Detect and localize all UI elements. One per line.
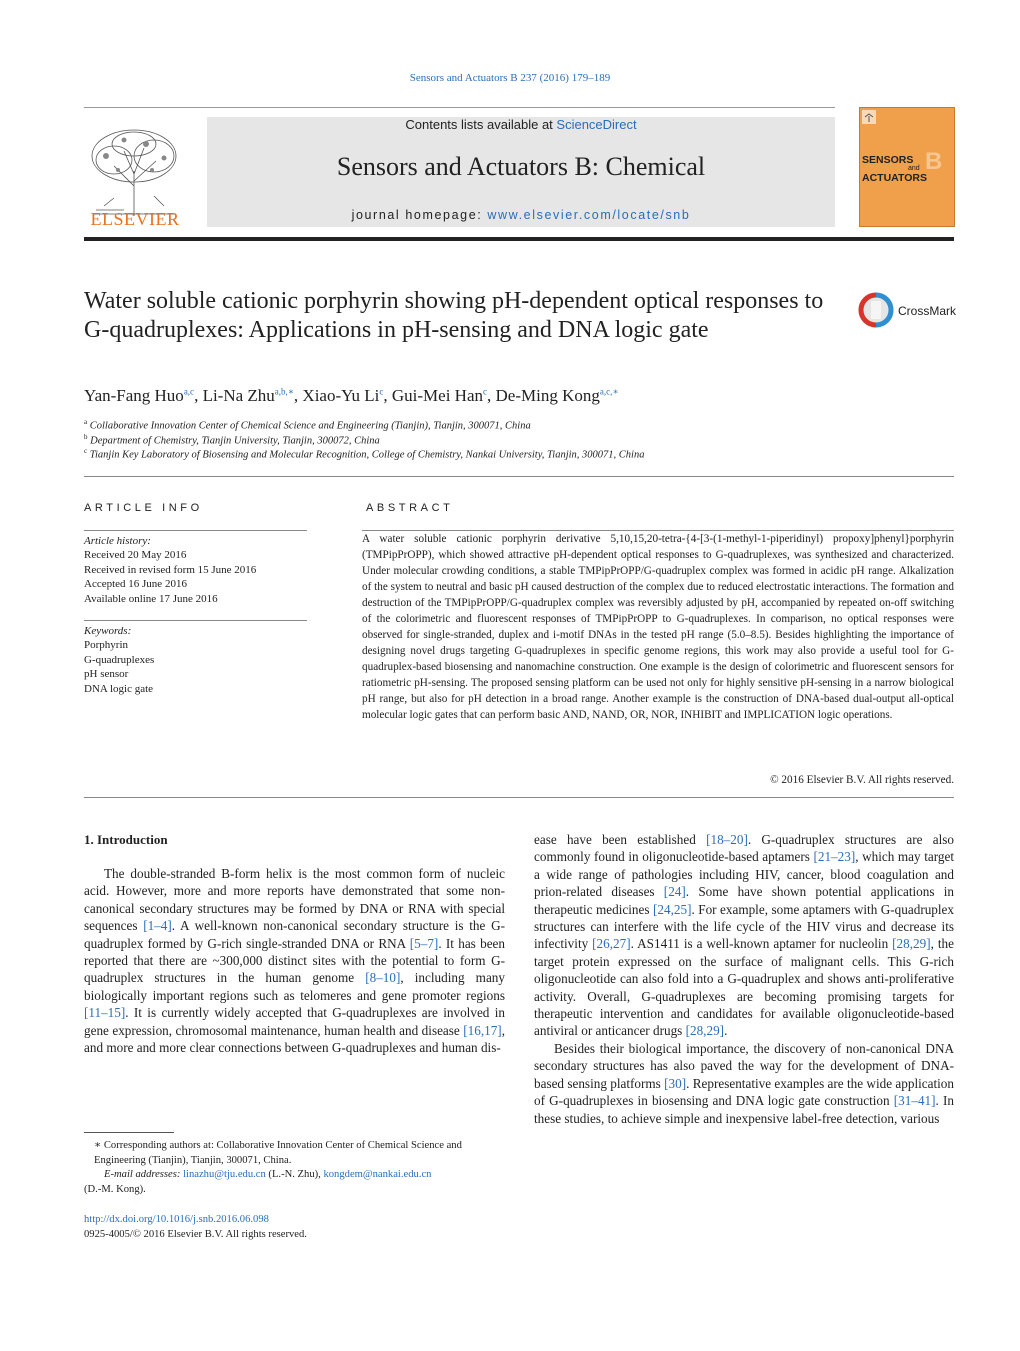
email-label: E-mail addresses:	[104, 1169, 181, 1180]
article-info-heading: ARTICLE INFO	[84, 502, 203, 514]
contents-line	[207, 117, 835, 132]
affiliation-a: $^a$ Collaborative Innovation Center of Chemical Science and Engineering (Tianjin), Tianjin, 300071, China	[84, 418, 531, 432]
reference-link[interactable]: [8–10]	[365, 970, 401, 986]
article-info-rule	[84, 530, 307, 531]
email-link-zhu[interactable]: linazhu@tju.edu.cn	[183, 1169, 266, 1180]
author-5[interactable]: De-Ming Kong$^{a,c,∗}$	[495, 386, 619, 405]
author-3[interactable]: Xiao-Yu Li$^c$,	[302, 386, 392, 405]
body-text: . Some have shown potential applications in therapeutic medicines	[534, 884, 954, 917]
body-text: . It has been reported that there are ~300,000 distinct sites with the potential to form G-quadruplex structures in the human genome	[84, 935, 505, 986]
reference-link[interactable]: [16,17]	[463, 1022, 502, 1038]
corresponding-footnote	[84, 1139, 505, 1197]
journal-name: Sensors and Actuators B: Chemical	[336, 152, 706, 181]
reference-link[interactable]: [24]	[663, 884, 686, 900]
reference-link[interactable]: [30]	[664, 1075, 687, 1091]
issn-copyright: 0925-4005/© 2016 Elsevier B.V. All rights reserved.	[84, 1228, 307, 1240]
body-text: The double-stranded B-form helix is the most common form of nucleic acid. However, more and more reports have demonstrated that some non-canonical secondary structures may be formed by DNA or RNA with special sequences	[84, 866, 505, 934]
crossmark-icon[interactable]	[858, 292, 894, 328]
keyword: DNA logic gate	[84, 682, 154, 695]
email-owner-kong: (D.-M. Kong).	[84, 1183, 146, 1195]
doi-link[interactable]: http://dx.doi.org/10.1016/j.snb.2016.06.098	[84, 1214, 269, 1225]
header-thick-rule	[84, 237, 954, 241]
body-text: , which may target a wide range of pathologies including HIV, cancer, blood coagulation and prion-related diseases	[534, 849, 955, 900]
body-text: . In these studies, to achieve simple and inexpensive label-free detection, various	[534, 1093, 954, 1126]
reference-link[interactable]: [24,25]	[653, 901, 692, 917]
intro-paragraph-1	[84, 865, 505, 1056]
crossmark-label[interactable]: CrossMark	[898, 304, 957, 318]
affiliation-b: $^b$ Department of Chemistry, Tianjin University, Tianjin, 300072, China	[84, 433, 380, 447]
intro-heading: 1. Introduction	[84, 832, 168, 847]
sciencedirect-link[interactable]: ScienceDirect	[556, 117, 637, 132]
body-text: . Representative examples are the wide application of G-quadruplexes in biosensing and DNA logic gate construction	[534, 1075, 954, 1109]
cover-elsevier-icon	[862, 110, 876, 124]
reference-link[interactable]: [11–15]	[84, 1005, 126, 1021]
elsevier-wordmark: ELSEVIER	[90, 209, 180, 229]
body-text: Besides their biological importance, the discovery of non-canonical DNA secondary structures has also paved the way for the development of DNA-based sensing platforms	[534, 1040, 954, 1091]
reference-link[interactable]: [18–20]	[706, 832, 748, 847]
body-text: ease have been established	[534, 832, 707, 847]
affiliation-c: $^c$ Tianjin Key Laboratory of Biosensing and Molecular Recognition, College of Chemistry, Nankai University, Tianjin, 300071, China	[84, 447, 645, 461]
keywords-rule	[84, 620, 307, 621]
author-1[interactable]: Yan-Fang Huo$^{a,c}$,	[84, 386, 203, 405]
intro-left-column	[84, 865, 505, 1056]
header-rule	[84, 107, 835, 108]
intro-paragraph-2	[534, 1040, 954, 1127]
reference-link[interactable]: [5–7]	[409, 935, 439, 951]
abstract-copyright: © 2016 Elsevier B.V. All rights reserved.	[770, 774, 954, 786]
email-owner-zhu: (L.-N. Zhu),	[265, 1169, 324, 1180]
email-addresses	[84, 1168, 505, 1183]
history-accepted: Accepted 16 June 2016	[84, 578, 187, 591]
journal-homepage	[207, 208, 835, 222]
history-received: Received 20 May 2016	[84, 549, 187, 562]
reference-link[interactable]: [31–41]	[893, 1093, 936, 1109]
contents-prefix: Contents lists available at	[405, 117, 557, 132]
keywords-label: Keywords:	[84, 625, 132, 637]
doi-block	[84, 1213, 307, 1242]
cover-letter: B	[925, 148, 943, 175]
author-list	[84, 386, 954, 406]
author-2[interactable]: Li-Na Zhu$^{a,b,∗}$,	[202, 386, 303, 405]
footnote-rule	[84, 1132, 174, 1133]
cover-title-line1: SENSORS	[862, 154, 914, 166]
article-title: Water soluble cationic porphyrin showing pH-dependent optical responses to G-quadruplexes: Applications in pH-sensing and DNA logic gate	[84, 288, 824, 343]
keyword: G-quadruplexes	[84, 653, 155, 666]
reference-link[interactable]: [26,27]	[592, 936, 631, 952]
reference-link[interactable]: [28,29]	[685, 1023, 725, 1039]
body-text: , and more and more clear connections between G-quadruplexes and human dis-	[84, 1022, 505, 1056]
abstract-heading: ABSTRACT	[366, 502, 454, 514]
intro-paragraph-1-continued	[534, 831, 954, 1040]
history-online: Available online 17 June 2016	[84, 592, 218, 605]
email-link-kong[interactable]: kongdem@nankai.edu.cn	[323, 1169, 432, 1180]
body-text: , including many biologically important regions such as telomeres and gene promoter regions	[84, 970, 505, 1003]
reference-link[interactable]: [21–23]	[813, 849, 856, 865]
journal-citation[interactable]: Sensors and Actuators B 237 (2016) 179–189	[409, 72, 611, 84]
intro-right-column	[534, 831, 954, 1127]
body-text: . AS1411 is a well-known aptamer for nucleolin	[630, 936, 893, 952]
homepage-link[interactable]: www.elsevier.com/locate/snb	[487, 208, 691, 222]
corresponding-note: ∗ Corresponding authors at: Collaborative Innovation Center of Chemical Science and Engineering (Tianjin), Tianjin, 300071, China.	[94, 1140, 462, 1166]
cover-title	[862, 154, 927, 184]
body-text: . A well-known non-canonical secondary structure is the G-quadruplex formed by G-rich single-stranded DNA or RNA	[84, 918, 505, 951]
body-text: . For example, some aptamers with G-quadruplex structures can interfere with the life cycle of the HIV virus and decrease its infectivity	[534, 901, 955, 952]
abstract-text: A water soluble cationic porphyrin derivative 5,10,15,20-tetra-{4-[3-(1-methyl-1-piperidinyl) propoxy]phenyl}porphyrin (TMPipPrOPP), which showed attractive pH-dependent optical responses to G-quadruplexes, was synthesized and characterized. Under molecular crowding conditions, a stable TMPipPrOPP/G-quadruplex complex was formed in acidic pH range. Alkalization of the system to neutral and basic pH caused destruction of the complex due to reduced electrostatic interactions. The formation and destruction of the TMPipPrOPP/G-quadruplex complex was reversibly adjusted by pH, accompanied by repeated on-off switching of the colorimetric and fluorescent responses of TMPipPrOPP to G-quadruplexes. In comparison, no optical responses were observed for single-stranded, duplex and i-motif DNAs in the tested pH range (5.0–8.5). Besides highlighting the importance of designing novel drugs targeting G-quadruplexes in specific genome regions, this work may also provide a useful tool for G-quadruplex-based biosensing and nanomachine construction. One example is the design of colorimetric and fluorescent sensors for ratiometric pH-sensing. The proposed sensing platform can be used not only for highly sensitive pH-sensing in a narrow biological pH range, but also for pH detection in a broad range. Another example is the construction of DNA-based dual-output all-optical molecular logic gates that can perform basic AND, NAND, OR, NOR, INHIBIT and IMPLICATION logic operations.	[362, 533, 954, 721]
keyword: Porphyrin	[84, 639, 128, 652]
body-text: , the target protein expressed on the surface of malignant cells. This G-rich oligonucleotide can also fold into a G-quadruplex and shows anti-proliferative activity. Overall, G-quadruplexes are becoming promising targets for therapeutic intervention and candidates for available oligonucleotide-based antiviral or anticancer drugs	[534, 936, 954, 1039]
body-text: . It is currently widely accepted that G-quadruplexes are involved in gene expression, chromosomal maintenance, human health and disease	[84, 1005, 505, 1038]
article-history	[84, 534, 256, 606]
history-label: Article history:	[84, 535, 151, 547]
keyword: pH sensor	[84, 668, 129, 681]
history-revised: Received in revised form 15 June 2016	[84, 563, 257, 576]
body-text: .	[724, 1023, 728, 1039]
body-text: . G-quadruplex structures are also commonly found in oligonucleotide-based aptamers	[534, 832, 954, 865]
homepage-prefix: journal homepage:	[351, 208, 488, 222]
reference-link[interactable]: [1–4]	[143, 918, 172, 934]
affiliation-rule	[84, 476, 954, 477]
reference-link[interactable]: [28,29]	[892, 936, 931, 952]
cover-title-and: and	[908, 165, 920, 172]
abstract-bottom-rule	[84, 797, 954, 798]
author-4[interactable]: Gui-Mei Han$^c$,	[391, 386, 496, 405]
cover-title-line2: ACTUATORS	[862, 172, 927, 184]
keywords	[84, 624, 154, 696]
